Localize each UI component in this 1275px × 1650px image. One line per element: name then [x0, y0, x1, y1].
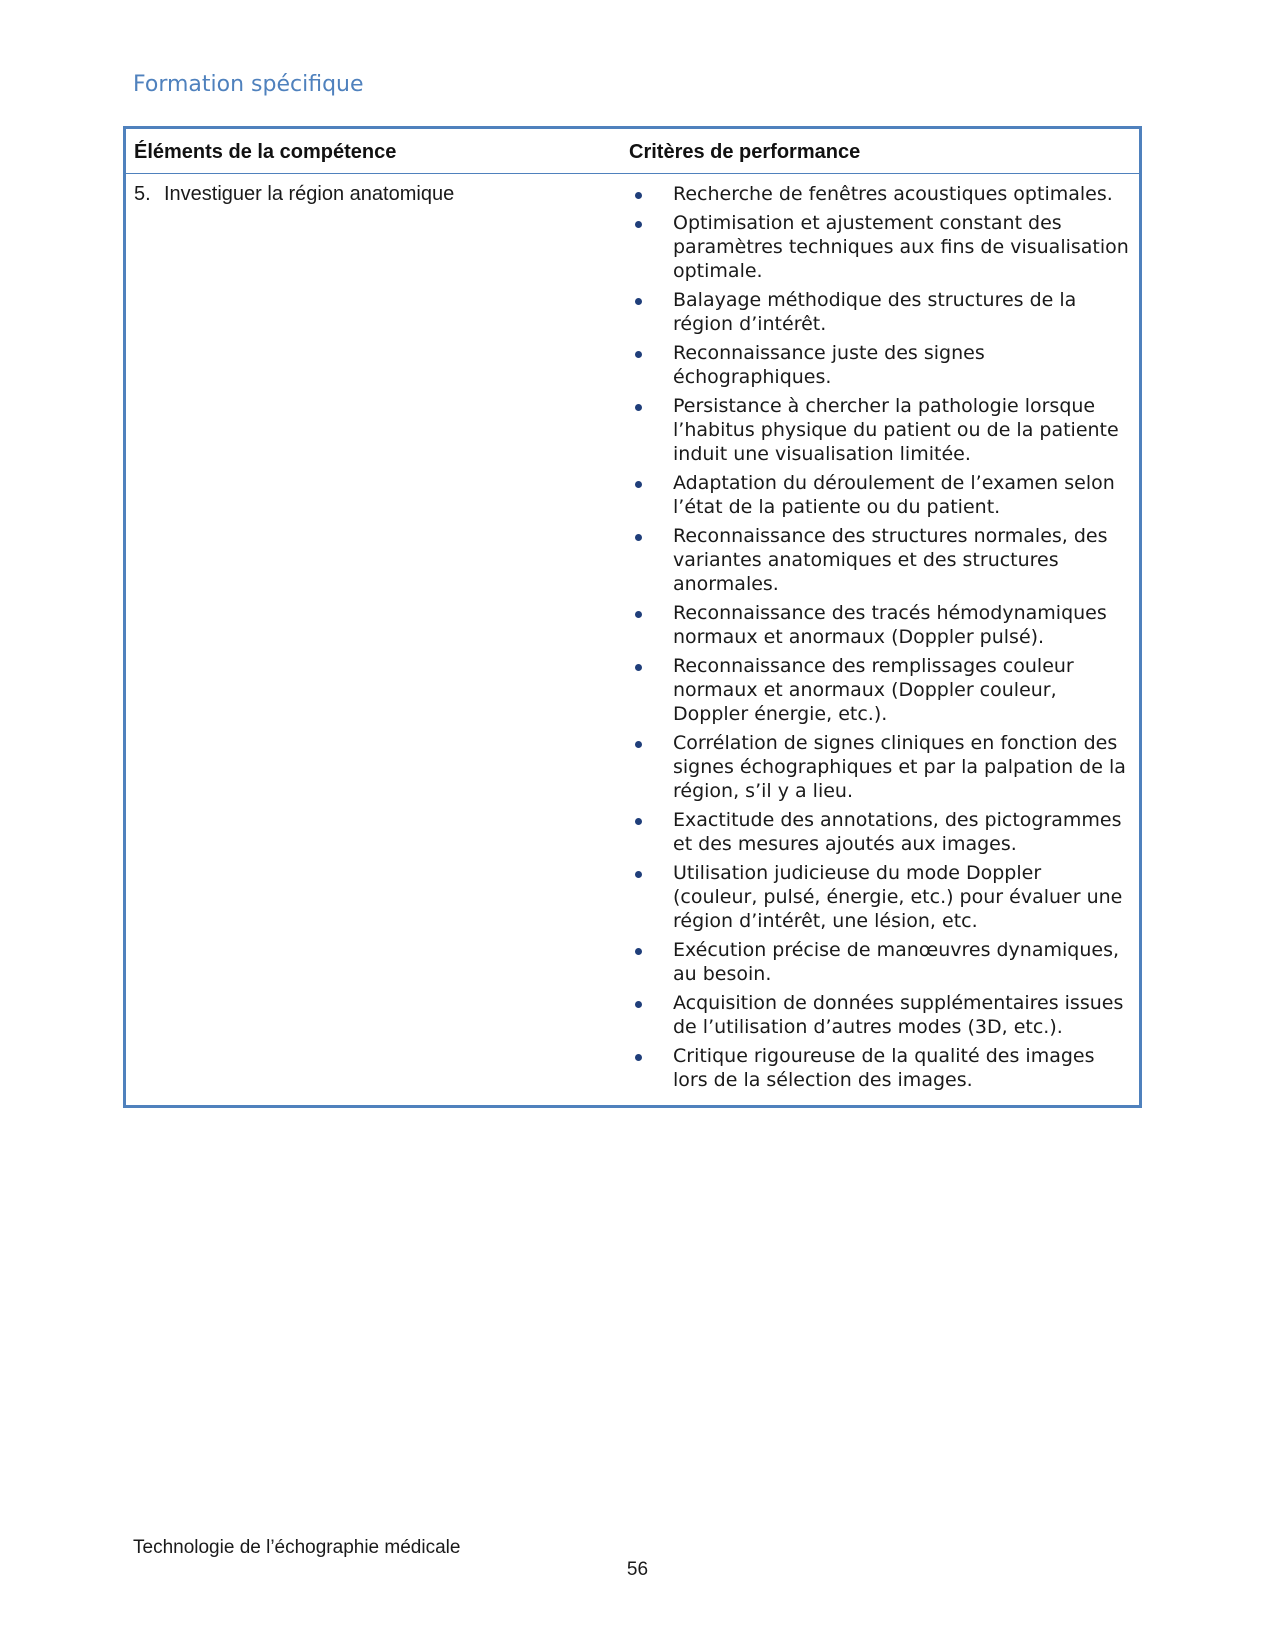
footer-title: Technologie de l’échographie médicale: [133, 1537, 461, 1558]
table-header-row: [126, 129, 1139, 174]
table-body-row: [126, 174, 1139, 1105]
page-number: 56: [626, 1559, 649, 1580]
criteria-item: [629, 654, 1139, 726]
bullet-icon: [635, 741, 642, 748]
competence-table: [123, 126, 1142, 1108]
criteria-text: Reconnaissance juste des signes échographiques.: [673, 342, 985, 388]
criteria-text: Corrélation de signes cliniques en fonction des signes échographiques et par la palpation de la région, s’il y a lieu.: [673, 732, 1126, 802]
criteria-text: Critique rigoureuse de la qualité des images lors de la sélection des images.: [673, 1045, 1095, 1091]
criteria-item: [629, 211, 1139, 283]
bullet-icon: [635, 1054, 642, 1061]
bullet-icon: [635, 351, 642, 358]
bullet-icon: [635, 1001, 642, 1008]
criteria-item: [629, 938, 1139, 986]
criteria-cell: [629, 182, 1139, 1097]
element-text: Investiguer la région anatomique: [164, 183, 455, 205]
bullet-icon: [635, 818, 642, 825]
criteria-text: Exécution précise de manœuvres dynamiques, au besoin.: [673, 939, 1120, 985]
criteria-text: Balayage méthodique des structures de la région d’intérêt.: [673, 289, 1077, 335]
criteria-text: Adaptation du déroulement de l’examen selon l’état de la patiente ou du patient.: [673, 472, 1115, 518]
bullet-icon: [635, 871, 642, 878]
criteria-text: Acquisition de données supplémentaires issues de l’utilisation d’autres modes (3D, etc.).: [673, 992, 1124, 1038]
header-elements: Éléments de la compétence: [134, 141, 397, 163]
criteria-item: [629, 991, 1139, 1039]
criteria-text: Persistance à chercher la pathologie lorsque l’habitus physique du patient ou de la patiente induit une visualisation limitée.: [673, 395, 1119, 465]
criteria-item: [629, 808, 1139, 856]
criteria-item: [629, 1044, 1139, 1092]
criteria-item: [629, 601, 1139, 649]
criteria-text: Exactitude des annotations, des pictogrammes et des mesures ajoutés aux images.: [673, 809, 1122, 855]
criteria-text: Utilisation judicieuse du mode Doppler (couleur, pulsé, énergie, etc.) pour évaluer une région d’intérêt, une lésion, etc.: [673, 862, 1123, 932]
element-number: 5.: [134, 183, 151, 205]
bullet-icon: [635, 481, 642, 488]
criteria-text: Recherche de fenêtres acoustiques optimales.: [673, 183, 1113, 205]
criteria-item: [629, 471, 1139, 519]
bullet-icon: [635, 664, 642, 671]
criteria-item: [629, 394, 1139, 466]
criteria-item: [629, 341, 1139, 389]
header-criteria: Critères de performance: [629, 141, 861, 163]
bullet-icon: [635, 298, 642, 305]
section-title: Formation spécifique: [133, 72, 364, 97]
element-cell: [126, 182, 629, 1097]
criteria-text: Reconnaissance des tracés hémodynamiques normaux et anormaux (Doppler pulsé).: [673, 602, 1107, 648]
bullet-icon: [635, 221, 642, 228]
bullet-icon: [635, 534, 642, 541]
criteria-item: [629, 182, 1139, 206]
criteria-item: [629, 861, 1139, 933]
bullet-icon: [635, 611, 642, 618]
criteria-item: [629, 731, 1139, 803]
bullet-icon: [635, 192, 642, 199]
bullet-icon: [635, 948, 642, 955]
criteria-item: [629, 288, 1139, 336]
criteria-item: [629, 524, 1139, 596]
criteria-list: [629, 182, 1139, 1092]
criteria-text: Reconnaissance des remplissages couleur normaux et anormaux (Doppler couleur, Doppler énergie, etc.).: [673, 655, 1074, 725]
bullet-icon: [635, 404, 642, 411]
criteria-text: Optimisation et ajustement constant des paramètres techniques aux fins de visualisation optimale.: [673, 212, 1129, 282]
criteria-text: Reconnaissance des structures normales, des variantes anatomiques et des structures anormales.: [673, 525, 1108, 595]
